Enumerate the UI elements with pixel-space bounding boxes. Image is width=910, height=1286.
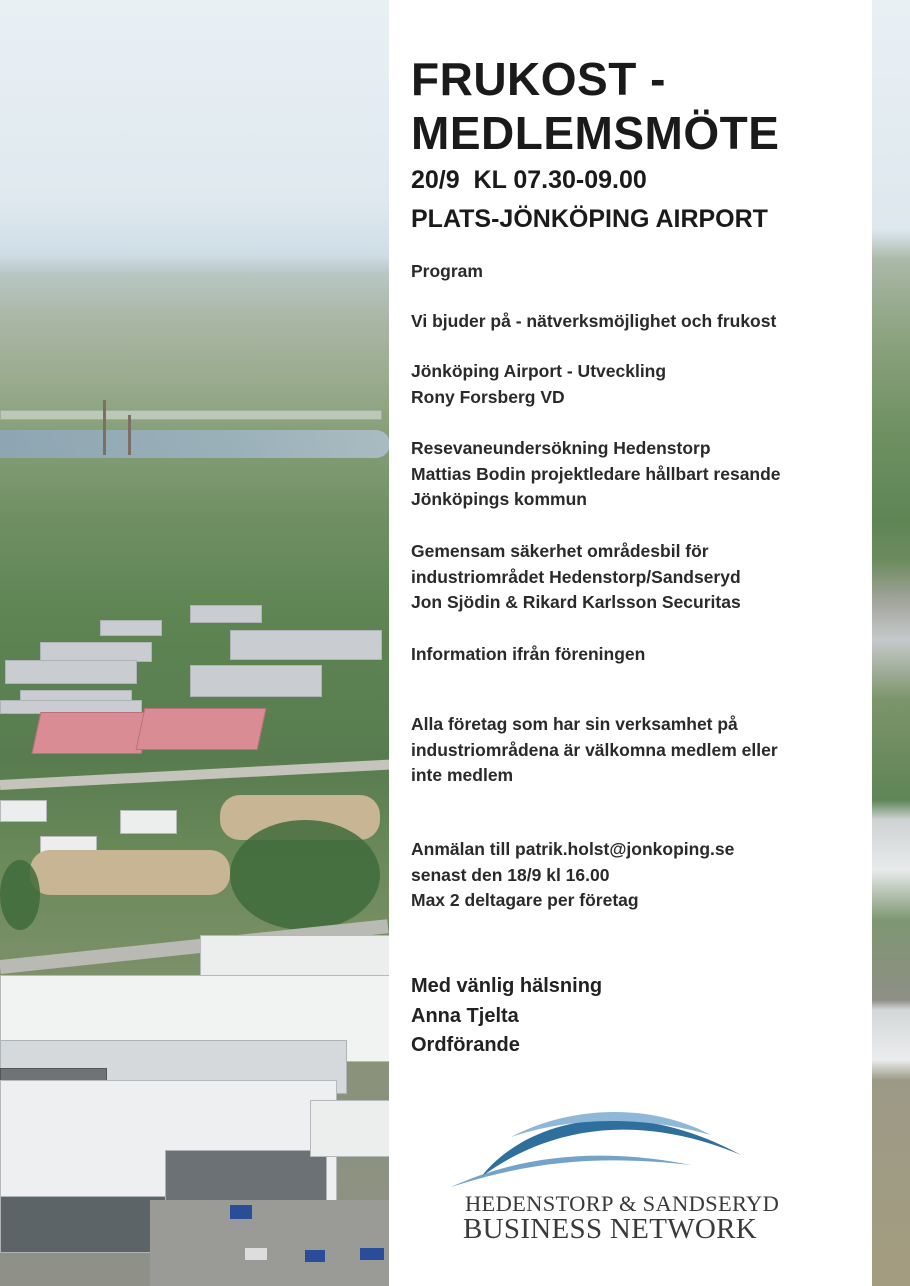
building [0, 800, 47, 822]
parking-lot [150, 1200, 390, 1286]
truck [245, 1248, 267, 1260]
signature-role: Ordförande [411, 1034, 520, 1056]
content-panel [389, 0, 872, 1286]
program-block-airport [411, 359, 666, 410]
pink-roof-building [32, 712, 151, 754]
program-block-survey [411, 436, 781, 513]
signature [411, 972, 602, 1061]
swoosh-waves-logo-icon [441, 1095, 861, 1195]
lake [0, 430, 390, 458]
program-line: Jönköping Airport - Utveckling [411, 361, 667, 381]
registration-email-line[interactable]: Anmälan till patrik.holst@jonkoping.se [411, 839, 735, 859]
truck [230, 1205, 252, 1219]
building [40, 642, 152, 662]
logo-text-line-1: HEDENSTORP & SANDSERYD [465, 1191, 780, 1216]
page-title [411, 52, 779, 160]
program-line: Resevaneundersökning Hedenstorp [411, 438, 711, 458]
program-line: Gemensam säkerhet områdesbil för [411, 541, 709, 561]
title-line-1: FRUKOST - [411, 53, 666, 105]
program-line: Jönköpings kommun [411, 489, 587, 509]
sand-area [30, 850, 230, 895]
program-block-registration [411, 837, 734, 914]
tree-cluster [230, 820, 380, 930]
building [190, 605, 262, 623]
warehouse-wall [0, 1196, 167, 1253]
program-line: Jon Sjödin & Rikard Karlsson Securitas [411, 592, 741, 612]
program-line: Max 2 deltagare per företag [411, 890, 639, 910]
event-place: PLATS-JÖNKÖPING AIRPORT [411, 205, 768, 233]
building [100, 620, 162, 636]
signature-greeting: Med vänlig hälsning [411, 975, 603, 997]
tree-cluster [0, 860, 40, 930]
program-line: Alla företag som har sin verksamhet på [411, 714, 738, 734]
chimney [128, 415, 131, 455]
program-line: industriområdena är välkomna medlem eller [411, 739, 778, 760]
distant-city [0, 410, 382, 420]
road [0, 760, 390, 790]
program-block-welcome [411, 712, 778, 789]
pink-roof-building [136, 708, 267, 750]
office-building [310, 1100, 392, 1157]
program-block-breakfast [411, 309, 776, 335]
right-photo-strip [872, 0, 910, 1286]
logo-text-line-2: BUSINESS NETWORK [463, 1213, 758, 1245]
program-line: Information ifrån föreningen [411, 644, 646, 664]
program-line: Mattias Bodin projektledare hållbart resande [411, 463, 781, 484]
building [190, 665, 322, 697]
program-heading: Program [411, 261, 483, 281]
program-block-security [411, 539, 741, 616]
signature-name: Anna Tjelta [411, 1004, 519, 1027]
program-block-information [411, 642, 645, 668]
title-line-2: MEDLEMSMÖTE [411, 107, 780, 159]
chimney [103, 400, 106, 455]
building [230, 630, 382, 660]
truck [305, 1250, 325, 1262]
program-line: Vi bjuder på - nätverksmöjlighet och frukost [411, 311, 777, 331]
program-line: industriområdet Hedenstorp/Sandseryd [411, 566, 741, 587]
program-line: senast den 18/9 kl 16.00 [411, 864, 610, 885]
business-network-logo [441, 1095, 861, 1255]
building [120, 810, 177, 834]
event-date-time: 20/9 KL 07.30-09.00 [411, 166, 647, 194]
truck [360, 1248, 384, 1260]
building [5, 660, 137, 684]
program-line: inte medlem [411, 765, 514, 785]
program-line: Rony Forsberg VD [411, 386, 565, 407]
